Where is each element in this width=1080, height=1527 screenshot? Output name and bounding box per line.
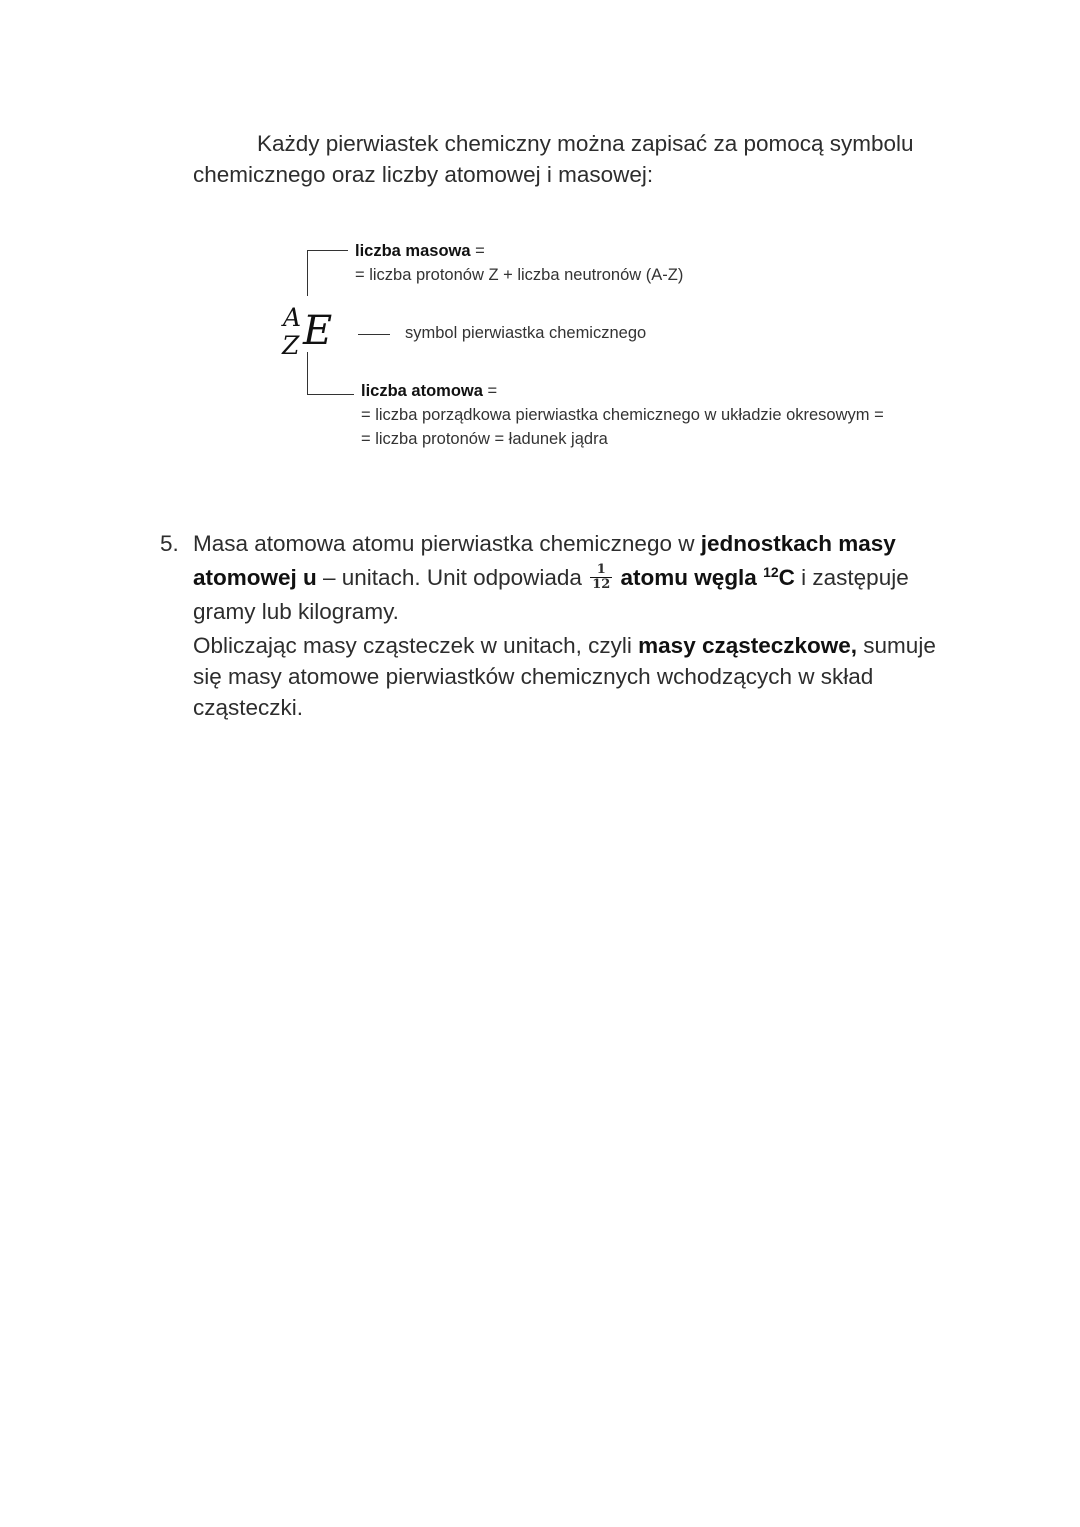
item5-text-5: Obliczając masy cząsteczek w unitach, czyli [193,633,639,658]
atomic-number-definition-2: = liczba protonów = ładunek jądra [361,430,608,448]
carbon-isotope-symbol: C [778,565,795,590]
item5-text-1: Masa atomowa atomu pierwiastka chemicznego w [193,531,701,556]
mass-number-bracket [307,250,348,296]
list-item-number: 5. [160,531,179,556]
item5-text-6: sumuje [857,633,936,658]
atomic-number-definition-1: = liczba porządkowa pierwiastka chemicznego w układzie okresowym = [361,406,884,424]
nuclide-symbol [280,305,340,365]
item5-text-8: cząsteczki. [193,695,304,720]
symbol-connector-line [358,334,390,335]
fraction-denominator: 12 [592,576,611,592]
item5-bold-carbon: atomu węgla [614,565,764,590]
atomic-number-title: liczba atomowa [361,382,483,400]
atomic-number-title-suffix: = [482,382,498,400]
nuclide-atomic-number: Z [282,331,300,360]
list-item-body [193,527,953,723]
item5-bold-amu-2: atomowej u [193,565,317,590]
item5-text-7: się masy atomowe pierwiastków chemicznych wchodzących w skład [193,664,874,689]
item5-paragraph-2 [193,630,953,723]
mass-number-title: liczba masowa [355,242,471,260]
item5-bold-molecular-mass: masy cząsteczkowe, [638,633,858,658]
item5-text-4: gramy lub kilogramy. [193,599,399,624]
mass-number-label [355,239,683,287]
carbon-isotope-mass: 12 [763,564,779,580]
intro-line-1: Każdy pierwiastek chemiczny można zapisać za pomocą symbolu [257,131,914,156]
fraction-numerator: 1 [590,563,612,578]
atomic-number-label [361,379,884,451]
intro-line-2: chemicznego oraz liczby atomowej i masowej: [193,162,654,187]
item5-paragraph-1 [193,527,953,629]
fraction-one-twelfth [590,563,612,592]
item5-bold-amu-1: jednostkach masy [700,531,896,556]
item5-text-3: i zastępuje [794,565,909,590]
nuclide-element-symbol: E [303,308,333,354]
mass-number-definition: = liczba protonów Z + liczba neutronów (A-Z) [355,266,684,284]
item5-text-2: – unitach. Unit odpowiada [316,565,589,590]
nuclide-mass-number: A [283,303,302,332]
nuclide-notation-diagram [0,0,1080,480]
mass-number-title-suffix: = [470,242,485,260]
element-symbol-label: symbol pierwiastka chemicznego [405,324,647,342]
